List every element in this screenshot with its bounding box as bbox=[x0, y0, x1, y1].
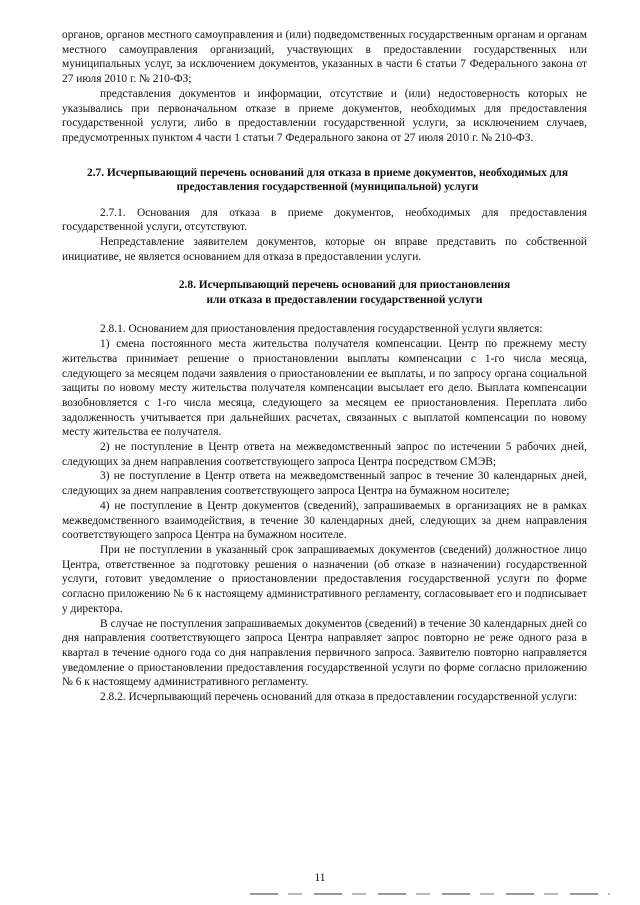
list-item-4: 4) не поступление в Центр документов (сведений), запрашиваемых в организациях не в рамках межведомственного взаимодействия, в течение 30 календарных дней, следующих за днем направления соответствующего запроса Центра на бумажном носителе. bbox=[62, 499, 587, 542]
list-item-1: 1) смена постоянного места жительства получателя компенсации. Центр по прежнему месту жительства принимает решение о приостановлении выплаты компенсации с 1-го числа месяца, следующего за месяцем подачи заявления о приостановлении ее выплаты, и по запросу органа социальной защиты по новому месту жительства получателя компенсации высылает его дело. Выплата компенсации возобновляется с 1-го числа месяца, следующего за месяцем ее приостановления. Переплата либо задолженность учитывается при дальнейших расчетах, связанных с выплатой компенсации по новому месту жительства ее получателя. bbox=[62, 338, 587, 439]
paragraph-nonsubmission: Непредставление заявителем документов, которые он вправе представить по собственной инициативе, не является основанием для отказа в предоставлении услуги. bbox=[62, 236, 587, 263]
paragraph-2-7-1: 2.7.1. Основания для отказа в приеме документов, необходимых для предоставления государственной услуги, отсутствуют. bbox=[62, 206, 587, 234]
page-number: 11 bbox=[314, 872, 326, 884]
paragraph-organs: органов, органов местного самоуправления и (или) подведомственных государственным органам и органам местного самоуправления организаций, участвующих в предоставлении государственных или муниципальных услуг, за исключением документов, указанных в части 6 статьи 7 Федерального закона от 27 июля 2010 г. № 210-ФЗ; bbox=[62, 29, 587, 86]
list-item-2: 2) не поступление в Центр ответа на межведомственный запрос по истечении 5 рабочих дней, следующих за днем направления соответствующего запроса Центра посредством СМЭВ; bbox=[62, 441, 587, 468]
paragraph-repeat-request: В случае не поступления запрашиваемых документов (сведений) в течение 30 календарных дней со дня направления соответствующего запроса Центра направляет запрос повторно не реже одного раза в квартал в течение одного года со дня направления первичного запроса. Заявителю повторно направляется уведомление о приостановлении предоставления государственной услуги по форме согласно приложению № 6 к настоящему административного регламенту. bbox=[62, 617, 587, 689]
paragraph-not-received: При не поступлении в указанный срок запрашиваемых документов (сведений) должностное лицо Центра, ответственное за подготовку решения о назначении (об отказе в назначении) государственной услуги, готовит уведомление о приостановлении предоставления государственной услуги по форме согласно приложению № 6 к настоящему административного регламенту, согласовывает его и подписывает у директора. bbox=[62, 543, 587, 615]
paragraph-2-8-2: 2.8.2. Исчерпывающий перечень оснований для отказа в предоставлении государственной услуги: bbox=[100, 691, 578, 704]
heading-2-8 bbox=[62, 278, 587, 307]
heading-2-8-line2: или отказа в предоставлении государственной услуги bbox=[206, 293, 483, 306]
paragraph-2-8-1: 2.8.1. Основанием для приостановления предоставления государственной услуги является: bbox=[100, 323, 543, 336]
list-item-3: 3) не поступление в Центр ответа на межведомственный запрос в течение 30 календарных дней, следующих за днем направления соответствующего запроса Центра на бумажном носителе; bbox=[62, 470, 587, 498]
paragraph-documents-info: представления документов и информации, отсутствие и (или) недостоверность которых не указывались при первоначальном отказе в приеме документов, необходимых для предоставления государственной услуги, либо в предоставлении государственной услуги, за исключением случаев, предусмотренных пунктом 4 части 1 статьи 7 Федерального закона от 27 июля 2010 г. № 210-ФЗ. bbox=[62, 87, 587, 144]
scan-footer-line bbox=[250, 893, 610, 895]
heading-2-8-line1: 2.8. Исчерпывающий перечень оснований для приостановления bbox=[178, 279, 511, 292]
heading-2-7: 2.7. Исчерпывающий перечень оснований для отказа в приеме документов, необходимых для предоставления государственной (муниципальной) услуги bbox=[87, 166, 568, 194]
